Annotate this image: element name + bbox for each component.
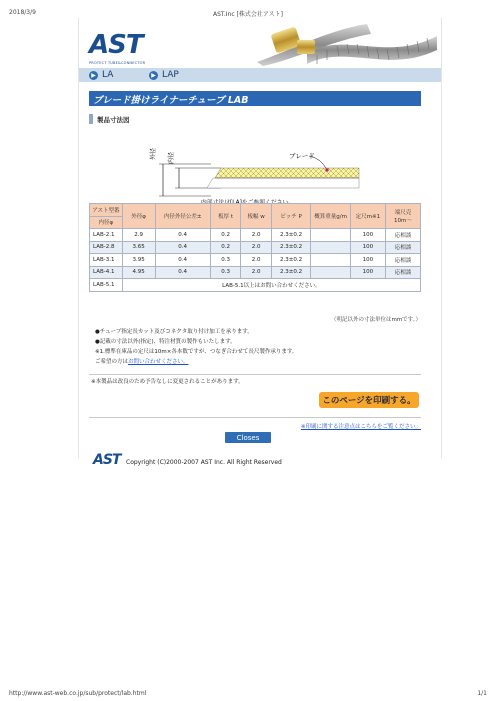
cell-outer: 3.95	[122, 254, 155, 267]
table-row	[90, 266, 421, 279]
note-line: ※1.標準在庫品の定尺は10m×各本数ですが、つなぎ合わせて長尺製作承ります。	[95, 349, 298, 355]
table-row	[90, 241, 421, 254]
cell-weight	[311, 241, 351, 254]
cell-length: 100	[350, 254, 385, 267]
cell-long: 応相談	[385, 241, 420, 254]
page-title-bar	[89, 91, 421, 106]
cell-outer: 3.65	[122, 241, 155, 254]
arrow-right-icon: ▶	[89, 71, 98, 80]
footer-logo	[93, 449, 120, 468]
cell-thickness: 0.2	[210, 229, 241, 242]
cell-weight	[311, 266, 351, 279]
table-header-row	[90, 204, 421, 217]
section-heading	[89, 114, 130, 124]
cell-long: 応相談	[385, 229, 420, 242]
cell-weight	[311, 229, 351, 242]
print-title: AST.Inc [株式会社アスト]	[213, 11, 283, 18]
dimension-diagram	[151, 126, 361, 201]
header-banner	[79, 18, 441, 68]
cell-outer: 2.9	[122, 229, 155, 242]
cell-model: LAB-3.1	[90, 254, 123, 267]
copyright: Copyright (C)2000-2007 AST Inc. All Right Reserved	[126, 459, 282, 466]
cell-width: 2.0	[241, 241, 272, 254]
cell-tolerance: 0.4	[155, 241, 210, 254]
label-outer: 外径	[150, 147, 157, 160]
nav-link-lap[interactable]	[149, 70, 179, 80]
notes-block	[95, 327, 297, 367]
print-page-button[interactable]	[319, 392, 419, 408]
cell-pitch: 2.3±0.2	[271, 254, 311, 267]
cell-model: LAB-2.8	[90, 241, 123, 254]
print-page-number: 1/1	[477, 690, 487, 697]
arrow-right-icon: ▶	[149, 71, 158, 80]
cell-thickness: 0.2	[210, 241, 241, 254]
cell-pitch: 2.3±0.2	[271, 241, 311, 254]
th-length: 定尺m※1	[350, 204, 385, 229]
print-url: http://www.ast-web.co.jp/sub/protect/lab.html	[9, 690, 147, 697]
print-date: 2018/3/9	[9, 9, 36, 16]
cell-tolerance: 0.4	[155, 229, 210, 242]
contact-link[interactable]: お問い合わせください。	[128, 359, 189, 365]
cell-outer: 4.95	[122, 266, 155, 279]
footer-logo-text: AST	[93, 452, 121, 468]
label-braid: ブレード	[289, 152, 315, 160]
nav-link-label: LAP	[162, 70, 179, 80]
th-outer: 外径φ	[122, 204, 155, 229]
nav-link-la[interactable]	[89, 70, 113, 80]
cell-thickness: 0.3	[210, 266, 241, 279]
section-marker	[89, 114, 93, 124]
cell-width: 2.0	[241, 254, 272, 267]
spec-table	[89, 203, 421, 292]
cell-width: 2.0	[241, 229, 272, 242]
unit-note: （明記以外の寸法単位はmmです。）	[330, 317, 421, 323]
cell-pitch: 2.3±0.2	[271, 229, 311, 242]
note-line	[95, 357, 297, 367]
label-inner: 内径	[168, 151, 175, 164]
th-width: 板幅 w	[241, 204, 272, 229]
divider	[89, 417, 421, 418]
page-sheet	[78, 18, 442, 468]
table-row	[90, 254, 421, 267]
cell-pitch: 2.3±0.2	[271, 266, 311, 279]
nav-link-label: LA	[102, 70, 114, 80]
th-weight: 概算重量g/m	[311, 204, 351, 229]
cell-tolerance: 0.4	[155, 254, 210, 267]
page-title: ブレード掛けライナーチューブ LAB	[93, 95, 249, 106]
cell-inquiry-note: LAB-5.1以上はお問い合わせください。	[122, 279, 420, 292]
th-long: 端尺売10m〜	[385, 204, 420, 229]
note-line: ●記載の寸法以外(指定)、特注材質の製作もいたします。	[95, 339, 236, 345]
cell-model: LAB-4.1	[90, 266, 123, 279]
cell-length: 100	[350, 266, 385, 279]
note-prefix: ご希望の方は	[95, 359, 129, 365]
logo-subtext: PROTECT TUBE&CONNECTOR	[89, 61, 146, 65]
cell-tolerance: 0.4	[155, 266, 210, 279]
section-title: 製品寸法図	[97, 115, 130, 124]
table-row	[90, 229, 421, 242]
print-notes-link[interactable]: ※印刷に関する注意点はこちらをご覧ください。	[300, 424, 421, 430]
divider	[89, 374, 421, 375]
cell-width: 2.0	[241, 266, 272, 279]
print-page-label: このページを印刷する。	[322, 396, 416, 406]
th-thickness: 板厚 t	[210, 204, 241, 229]
ast-logo[interactable]	[89, 30, 146, 65]
change-notice: ※本製品は改良のため予告なしに変更されることがあります。	[91, 379, 244, 385]
cell-model: LAB-5.1	[90, 279, 123, 292]
note-line: ●チューブ指定長カット及びコネクタ取り付け加工を承ります。	[95, 329, 253, 335]
th-tolerance: 内径外径公差±	[155, 204, 210, 229]
cell-thickness: 0.3	[210, 254, 241, 267]
cell-long: 応相談	[385, 254, 420, 267]
th-model-top: アスト型番	[90, 204, 123, 217]
nav-bar	[79, 68, 441, 82]
logo-text: AST	[89, 30, 143, 60]
th-model-bottom: 内径φ	[90, 216, 123, 229]
cell-model: LAB-2.1	[90, 229, 123, 242]
close-button[interactable]: Closes	[225, 432, 271, 443]
cell-length: 100	[350, 229, 385, 242]
cell-length: 100	[350, 241, 385, 254]
cell-long: 応相談	[385, 266, 420, 279]
product-photo	[247, 22, 437, 66]
cell-weight	[311, 254, 351, 267]
th-pitch: ピッチ P	[271, 204, 311, 229]
table-row	[90, 279, 421, 292]
